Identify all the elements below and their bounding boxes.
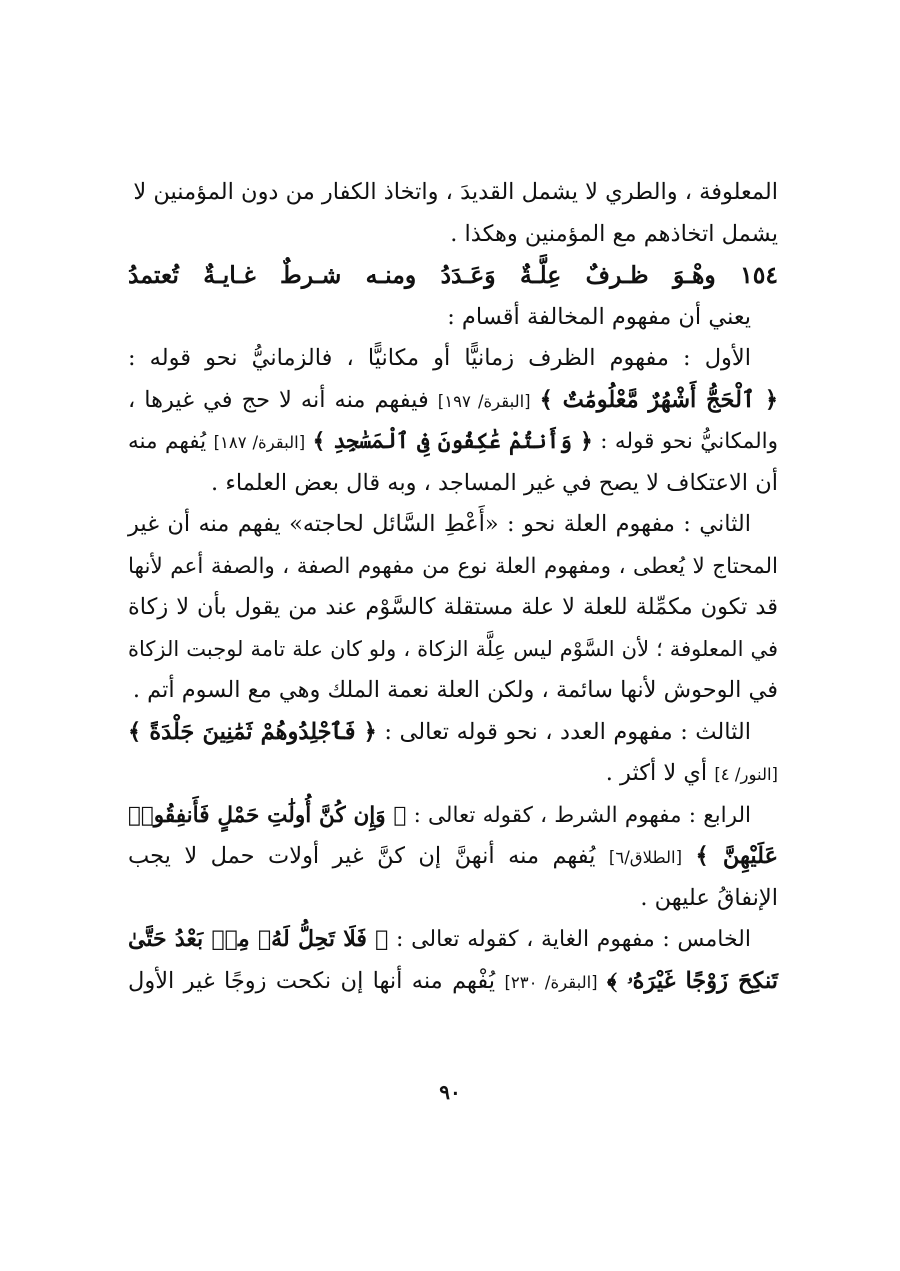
quran-verse: ﴿ فَٱجْلِدُوهُمْ ثَمَٰنِينَ جَلْدَةً ﴾ [128, 718, 377, 745]
line-text: المعلوفة ، والطري لا يشمل القديدَ ، واتخاذ الكفار من دون المؤمنين لا [133, 179, 778, 205]
verse-reference: [الطلاق/٦] [608, 848, 683, 867]
body-line [128, 214, 778, 256]
line-text: يعني أن مفهوم المخالفة أقسام : [447, 303, 751, 330]
quran-verse: ﴿ فَلَا تَحِلُّ لَهُۥ مِنۢ بَعْدُ حَتَّىٰ [128, 926, 389, 952]
line-text: الرابع : مفهوم الشرط ، كقوله تعالى : [413, 802, 751, 828]
body-line [128, 504, 778, 546]
verse-reference: [البقرة/ ١٩٧] [437, 391, 531, 411]
body-line [128, 629, 778, 671]
line-text: يُفْهم منه أنها إن نكحت زوجًا غير الأول [128, 967, 496, 994]
body-line [128, 338, 778, 380]
quran-verse: تَنكِحَ زَوْجًا غَيْرَهُۥ ﴾ [607, 967, 778, 994]
line-text: في المعلوفة ؛ لأن السَّوْم ليس عِلَّة الزكاة ، ولو كان علة تامة لوجبت الزكاة [128, 636, 778, 661]
poem-verse [128, 255, 778, 297]
line-tail: يُفهم منه [128, 429, 207, 454]
body-line [128, 421, 778, 463]
line-text: الأول : مفهوم الظرف زمانيًّا أو مكانيًّا ، فالزمانيُّ نحو قوله : [128, 345, 751, 371]
line-text: الإنفاقُ عليهن . [640, 884, 778, 911]
body-line [128, 795, 778, 837]
body-line [128, 172, 778, 214]
body-line [128, 753, 778, 795]
body-line [128, 919, 778, 961]
quran-verse: ﴿ وَإِن كُنَّ أُولَٰتِ حَمْلٍ فَأَنفِقُوا۟ [128, 802, 407, 828]
line-text: أي لا أكثر . [605, 760, 708, 786]
poem-text: ١٥٤ وهْـوَ ظـرفٌ عِلَّـةٌ وَعَـدَدُ ومنـه شـرطٌ غـايـةٌ تُعتمدُ [128, 261, 778, 289]
quran-verse: ﴿ وَأَنتُمْ عَٰكِفُونَ فِى ٱلْمَسَٰجِدِ ﴾ [312, 429, 593, 454]
body-line [128, 297, 778, 339]
quran-verse: ﴿ ٱلْحَجُّ أَشْهُرٌ مَّعْلُومَٰتٌ ﴾ [539, 386, 779, 413]
line-text: الثاني : مفهوم العلة نحو : «أَعْطِ السَّائل لحاجته» يفهم منه أن غير [128, 511, 751, 537]
line-text: في الوحوش لأنها سائمة ، ولكن العلة نعمة الملك وهي مع السوم أتم . [132, 677, 778, 703]
verse-reference: [النور/ ٤] [714, 765, 778, 784]
line-text: الثالث : مفهوم العدد ، نحو قوله تعالى : [384, 718, 752, 745]
body-line [128, 546, 778, 588]
line-text: قد تكون مكمِّلة للعلة لا علة مستقلة كالسَّوْم عند من يقول بأن لا زكاة [128, 594, 778, 620]
body-line [128, 836, 778, 878]
body-line [128, 712, 778, 754]
line-text: يُفهم منه أنهنَّ إن كنَّ غير أولات حمل لا يجب [128, 843, 596, 869]
line-text: يشمل اتخاذهم مع المؤمنين وهكذا . [450, 220, 778, 247]
page-body [128, 172, 778, 1002]
body-line [128, 878, 778, 920]
verse-reference: [البقرة/ ٢٣٠] [504, 972, 598, 992]
line-text: فيفهم منه أنه لا حج في غيرها ، [128, 386, 429, 413]
body-line [128, 587, 778, 629]
line-text: المحتاج لا يُعطى ، ومفهوم العلة نوع من مفهوم الصفة ، والصفة أعم لأنها [128, 553, 778, 579]
body-line [128, 463, 778, 505]
quran-verse: عَلَيْهِنَّ ﴾ [695, 843, 778, 869]
line-text: الخامس : مفهوم الغاية ، كقوله تعالى : [396, 927, 751, 952]
body-line [128, 670, 778, 712]
body-line [128, 961, 778, 1003]
line-text: أن الاعتكاف لا يصح في غير المساجد ، وبه قال بعض العلماء . [211, 469, 778, 496]
verse-reference: [البقرة/ ١٨٧] [213, 433, 306, 452]
line-text: والمكانيُّ نحو قوله : [600, 429, 778, 454]
page-number: ٩٠ [439, 1080, 461, 1104]
body-line [128, 380, 778, 422]
